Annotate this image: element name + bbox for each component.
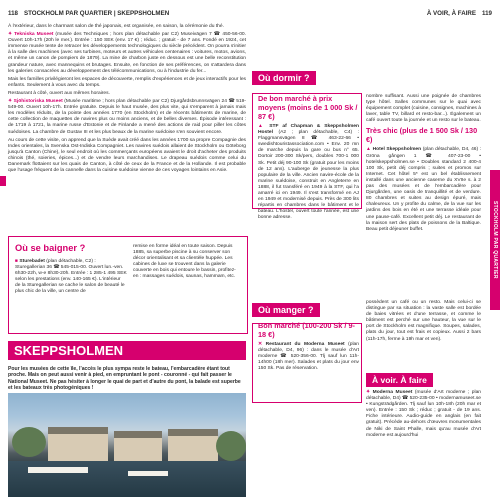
left-column bbox=[8, 24, 246, 176]
moderna-restaurant-text: (plan détachable, D4, 96) : dans le musée d'Art moderne ☎ 520-356-00. Tlj sauf lun 11h-14h00 (18h mer). Salades et plats du jour env 150 Sk. Pas de réservation. bbox=[258, 342, 359, 372]
intro-paragraph: À l'extérieur, dans le charmant salon de thé japonais, est organisée, en saison, la cérémonie du thé. bbox=[8, 24, 224, 29]
tres-chic-title: Très chic (plus de 1 500 Sk / 130 €) bbox=[366, 126, 478, 145]
moderna-museet-entry bbox=[366, 390, 481, 439]
tekniska-title: Tekniska Museet bbox=[14, 32, 54, 38]
moderna-restaurant-title: Restaurant du Moderna Museet bbox=[265, 342, 345, 347]
spa-bullet-icon: ■ bbox=[15, 259, 18, 264]
left-running-title: STOCKHOLM PAR QUARTIER | SKEPPSHOLMEN bbox=[23, 9, 170, 17]
manger-label: Où manger ? bbox=[252, 303, 320, 317]
manger-continued-column bbox=[366, 300, 481, 345]
manger-section-header bbox=[252, 300, 320, 319]
sjohistoriska-text: (Musée maritime ; hors plan détachable par C2) Djurgårdsbrunnsvägen 24 ☎ 519-549-00. Ouvert 10h-17h. Entrée gratuite. Depuis le haut musée, des plus vite, qui s'emparent à jamais mais les modèles réduits, de la pointe des années 1770 (en Stockholm) et de récents bâtiments de marine, de cette collection de maquettes de navires plus ou moins anciens, et de belles diverses. Épisode intéressant : de 1719 à 1721, la marine russe d'Estonie et de Finlande a mené des actions de raid pour piller les côtes suédoises. La chambre de Gustav III et les plus beaux de la marine suédoise s'en souvient encore. bbox=[8, 99, 247, 135]
dormir-label: Où dormir ? bbox=[252, 71, 316, 85]
photo-roof-3 bbox=[168, 429, 218, 436]
sturebadet-title: Sturebadet bbox=[19, 259, 45, 264]
photo-roof bbox=[48, 427, 108, 434]
sjohistoriska-entry bbox=[8, 99, 246, 136]
restaurant-note: Restaurant à côté, ouvert aux mêmes horaires. bbox=[8, 90, 110, 96]
left-page-number: 118 bbox=[8, 9, 18, 17]
manger-price-title: Bon marché (100-200 Sk / 9-18 €) bbox=[258, 321, 355, 339]
chapman-entry bbox=[258, 124, 359, 222]
moderna-museet-title: Moderna Museet bbox=[372, 390, 413, 395]
photo-tree-2 bbox=[216, 431, 246, 461]
harbor-photo bbox=[8, 393, 246, 497]
left-thumb-marker bbox=[0, 176, 6, 186]
tekniska-text: (musée des Techniques ; hors plan détachable par C2) Museivägen 7 ☎ 450-56-00. Ouvert 10h-17h (20h le mer.). Entrée : 150 SEK (env. 17 €) ; réduc. ; gratuit - de 7 ans. Fondé en 1924, cet immense musée tente de retracer les développements technologiques du siècle précédent. On pourra s'initier à la salle des machines (avec ses turbines, moteurs et autres véhicules centenaires : voitures, motos, avions, et même un canon de pompiers de 1879). La mine de charbon juste en dessous est une belle reconstitution grandeur nature, avec mannequins et brutages. Ensuite, en fonction de ses préférences, on s'attardera dans les galeries consacrées au développement des télécommunications, ou à l'industrie du fer... bbox=[8, 32, 247, 74]
baigner-left-col bbox=[15, 259, 127, 295]
right-header bbox=[427, 6, 492, 20]
moderna-museet-text: (musée d'Art moderne ; plan détachable, D4) ☎ 520-235-00 • modernamuseet.se • Kungsträdgården. Tlj sauf lun 10h-18h (20h mar et ven). Entrée : 150 Sk ; réduc ; gratuit - de 19 ans. Fiche intérieure. Audio-guide en anglais (en fait gratuit). Précède au-dehors d'œuvres monumentales de Niki de Saint Phalle, mais qu'au musée d'Art moderne est aujourd'hui bbox=[366, 390, 482, 438]
photo-building-3 bbox=[168, 435, 218, 461]
hotel-title: Hotel Skeppsholmen bbox=[372, 147, 422, 153]
side-thumb-tab: STOCKHOLM PAR QUARTIER bbox=[490, 170, 500, 310]
museum-bullet-icon-3: ✦ bbox=[366, 390, 371, 395]
chapman-continued: nombre suffisant. Aussi une poignée de chambres type hôtel. Salles communes sur le quai avec équipement complet (cuisine, consignes, machines à laver, table TV, billard et resto-bar...). Également un café ouvert toute la journée et un resto sur le bateau. bbox=[366, 94, 481, 124]
manger-continued: possèdent un café ou un resto. Mais celui-ci se distingue par sa situation : la vaste salle est bordée de baies vitrées et d'une terrasse, et comme le bâtiment est perché sur une hauteur, la vue sur le port de Stockholm est magnifique. Soupes, salades, plats du jour, tout est frais et copieux. Aussi 2 bars (11h-17h, ferme à 19h mar et ven). bbox=[366, 300, 481, 342]
photo-tree bbox=[12, 427, 46, 457]
hostel-bullet-icon: ▲ bbox=[258, 124, 266, 129]
photo-boat-2 bbox=[128, 471, 168, 476]
voir-label: À voir. À faire bbox=[366, 373, 433, 387]
baigner-right-col: remise en forme idéal en toute saison. Depuis 1885, sa superbe piscine à su conserver son décor orientalisant et sa clientèle huppée. Les cabines de luxe se trouvent dans la galerie couverte en bois qui entoure le bassin, profitez-en : massages suédois, saunas, hammam, etc. bbox=[133, 244, 236, 279]
dormir-section-header bbox=[252, 68, 316, 87]
photo-building-2 bbox=[114, 437, 162, 461]
right-running-title: À VOIR, À FAIRE bbox=[426, 9, 477, 17]
dormir-price-title: De bon marché à prix moyens (moins de 1 000 Sk / 87 €) bbox=[258, 94, 358, 121]
photo-boat bbox=[28, 467, 88, 473]
families-paragraph: Mais les familles privilégieront les espaces de découverte, remplis d'expériences et de jeux interactifs pour les enfants. Seulement à vous avec du temps. bbox=[8, 76, 246, 88]
left-header bbox=[8, 6, 169, 20]
tekniska-entry bbox=[8, 32, 246, 75]
restaurant-bullet-icon: ✕ bbox=[258, 342, 263, 347]
museum-bullet-icon: ✦ bbox=[8, 32, 13, 38]
voir-section-header bbox=[366, 370, 433, 390]
right-page-number: 119 bbox=[482, 9, 492, 17]
photo-roof-2 bbox=[114, 431, 162, 438]
photo-building bbox=[48, 433, 108, 461]
skeppsholmen-hotel-entry bbox=[366, 147, 481, 232]
moderna-restaurant-entry bbox=[258, 342, 359, 372]
skeppsholmen-band: SKEPPSHOLMEN bbox=[8, 341, 246, 360]
chapman-text: (A2 ; plan détachable, C4) : Flaggmansvägen 8 ☎ 463-22-66 • swedishtouristassociation.com • Env. 20 mn de marche depuis la gare ou bus n° 65. Dortoir 200-300 Sk/pers, doubles 700-1 000 Sk. Petit déj 90-100 Sk (gratuit pour les moins de 12 ans). L'auberge de jeunesse la plus populaire de la ville. Ancien navire-école de la marine suédoise, construit en Angleterre en 1888, il fut transféré en 1949 à la STF, qui l'a amarré ici en 1949. Il s'est transformé en AJ en 1949 et modernisé depuis. Près de 300 lits répartis en chambres dans le bâtiment et le bateau. L'hostel, ouvert toute l'année, est une bonne adresse. bbox=[258, 130, 360, 221]
voir-column bbox=[366, 390, 481, 441]
baigner-box bbox=[8, 236, 248, 334]
chapman-title: STF af Chapman & Skeppsholmen Hostel bbox=[258, 124, 360, 136]
right-column-top bbox=[366, 94, 481, 235]
manger-column bbox=[258, 320, 359, 374]
indes-paragraph: Au cours de cette visite, on apprend que la Suède avait créé dans les années 1700 sa propre Compagnie des Indes orientales, la Svenska Ost-Indiska Compagniet. Les navires suédois allaient de Stockholm ou Göteborg jusqu'à Canton (Chine), le seul endroit où les commerçants européens avaient le droit d'acheter des produits chinois (thé, soieries, épices...) et de vendre leurs marchandises. Le drapeau suédois comme celui du Danemark flottaient sur les quais de Canton, à côté de ceux de la France et de la Hollande. Il est probable que l'usage fréquent de la cannelle dans la cuisine suédoise vienne de ces voyages lointains en Asie. bbox=[8, 137, 246, 174]
hotel-text: (plan détachable, D4, 46) : Gröna gången 1 ☎ 407-23-00 • hotelskeppsholmen.se • Doubles standard 2 400-4 100 Sk, petit déj compris ; suites et promos sur Internet. Cet hôtel 5* est un bel établissement installé dans une ancienne caserne du XVIIe s. à 2 pas des musées et de l'embarcadère pour Djurgården, une oasis de tranquillité et de verdure. 80 chambres et suites au design épuré, mais chaleureux. Un y profite du calme, de la vue sur les jardins des bois en été et une terrasse idéale pour une pause-café. Excellent petit déj. Le restaurant de la maison sert des plats de poissons de la Baltique. Beau petit déjeuner buffet. bbox=[366, 147, 482, 232]
skeppsholmen-intro: Pour les musées de cette île, l'accès le plus sympa reste le bateau, l'embarcadère étant tout proche. Mais on peut aussi venir à pied, en empruntant le pont - couronné - qui fait passer le National Museet. Ne pas hésiter à longer le quai de part et d'autre du pont, la balade est superbe et les bateaux très photogéniques ! bbox=[8, 366, 241, 391]
sjohistoriska-title: Sjöhistoriska Museet bbox=[13, 99, 63, 105]
sturebadet-text: (plan détachable, C2) : Sturegallerian 36 ☎ 545-015-00. Ouvert lun.-ven. 6h30-22h, w-e 8h30-20h. Entrée : 1 285-1 495 SEK selon les prestations (env. 140-165 €). L'intérieur de la Sturegallerian se cache le salon de beauté le plus chic de la ville, un centre de bbox=[15, 259, 127, 294]
baigner-title: Où se baigner ? bbox=[15, 243, 86, 253]
museum-bullet-icon-2: ✦ bbox=[8, 99, 13, 105]
dormir-column bbox=[258, 93, 359, 224]
hotel-bullet-icon: ▲ bbox=[366, 147, 372, 153]
